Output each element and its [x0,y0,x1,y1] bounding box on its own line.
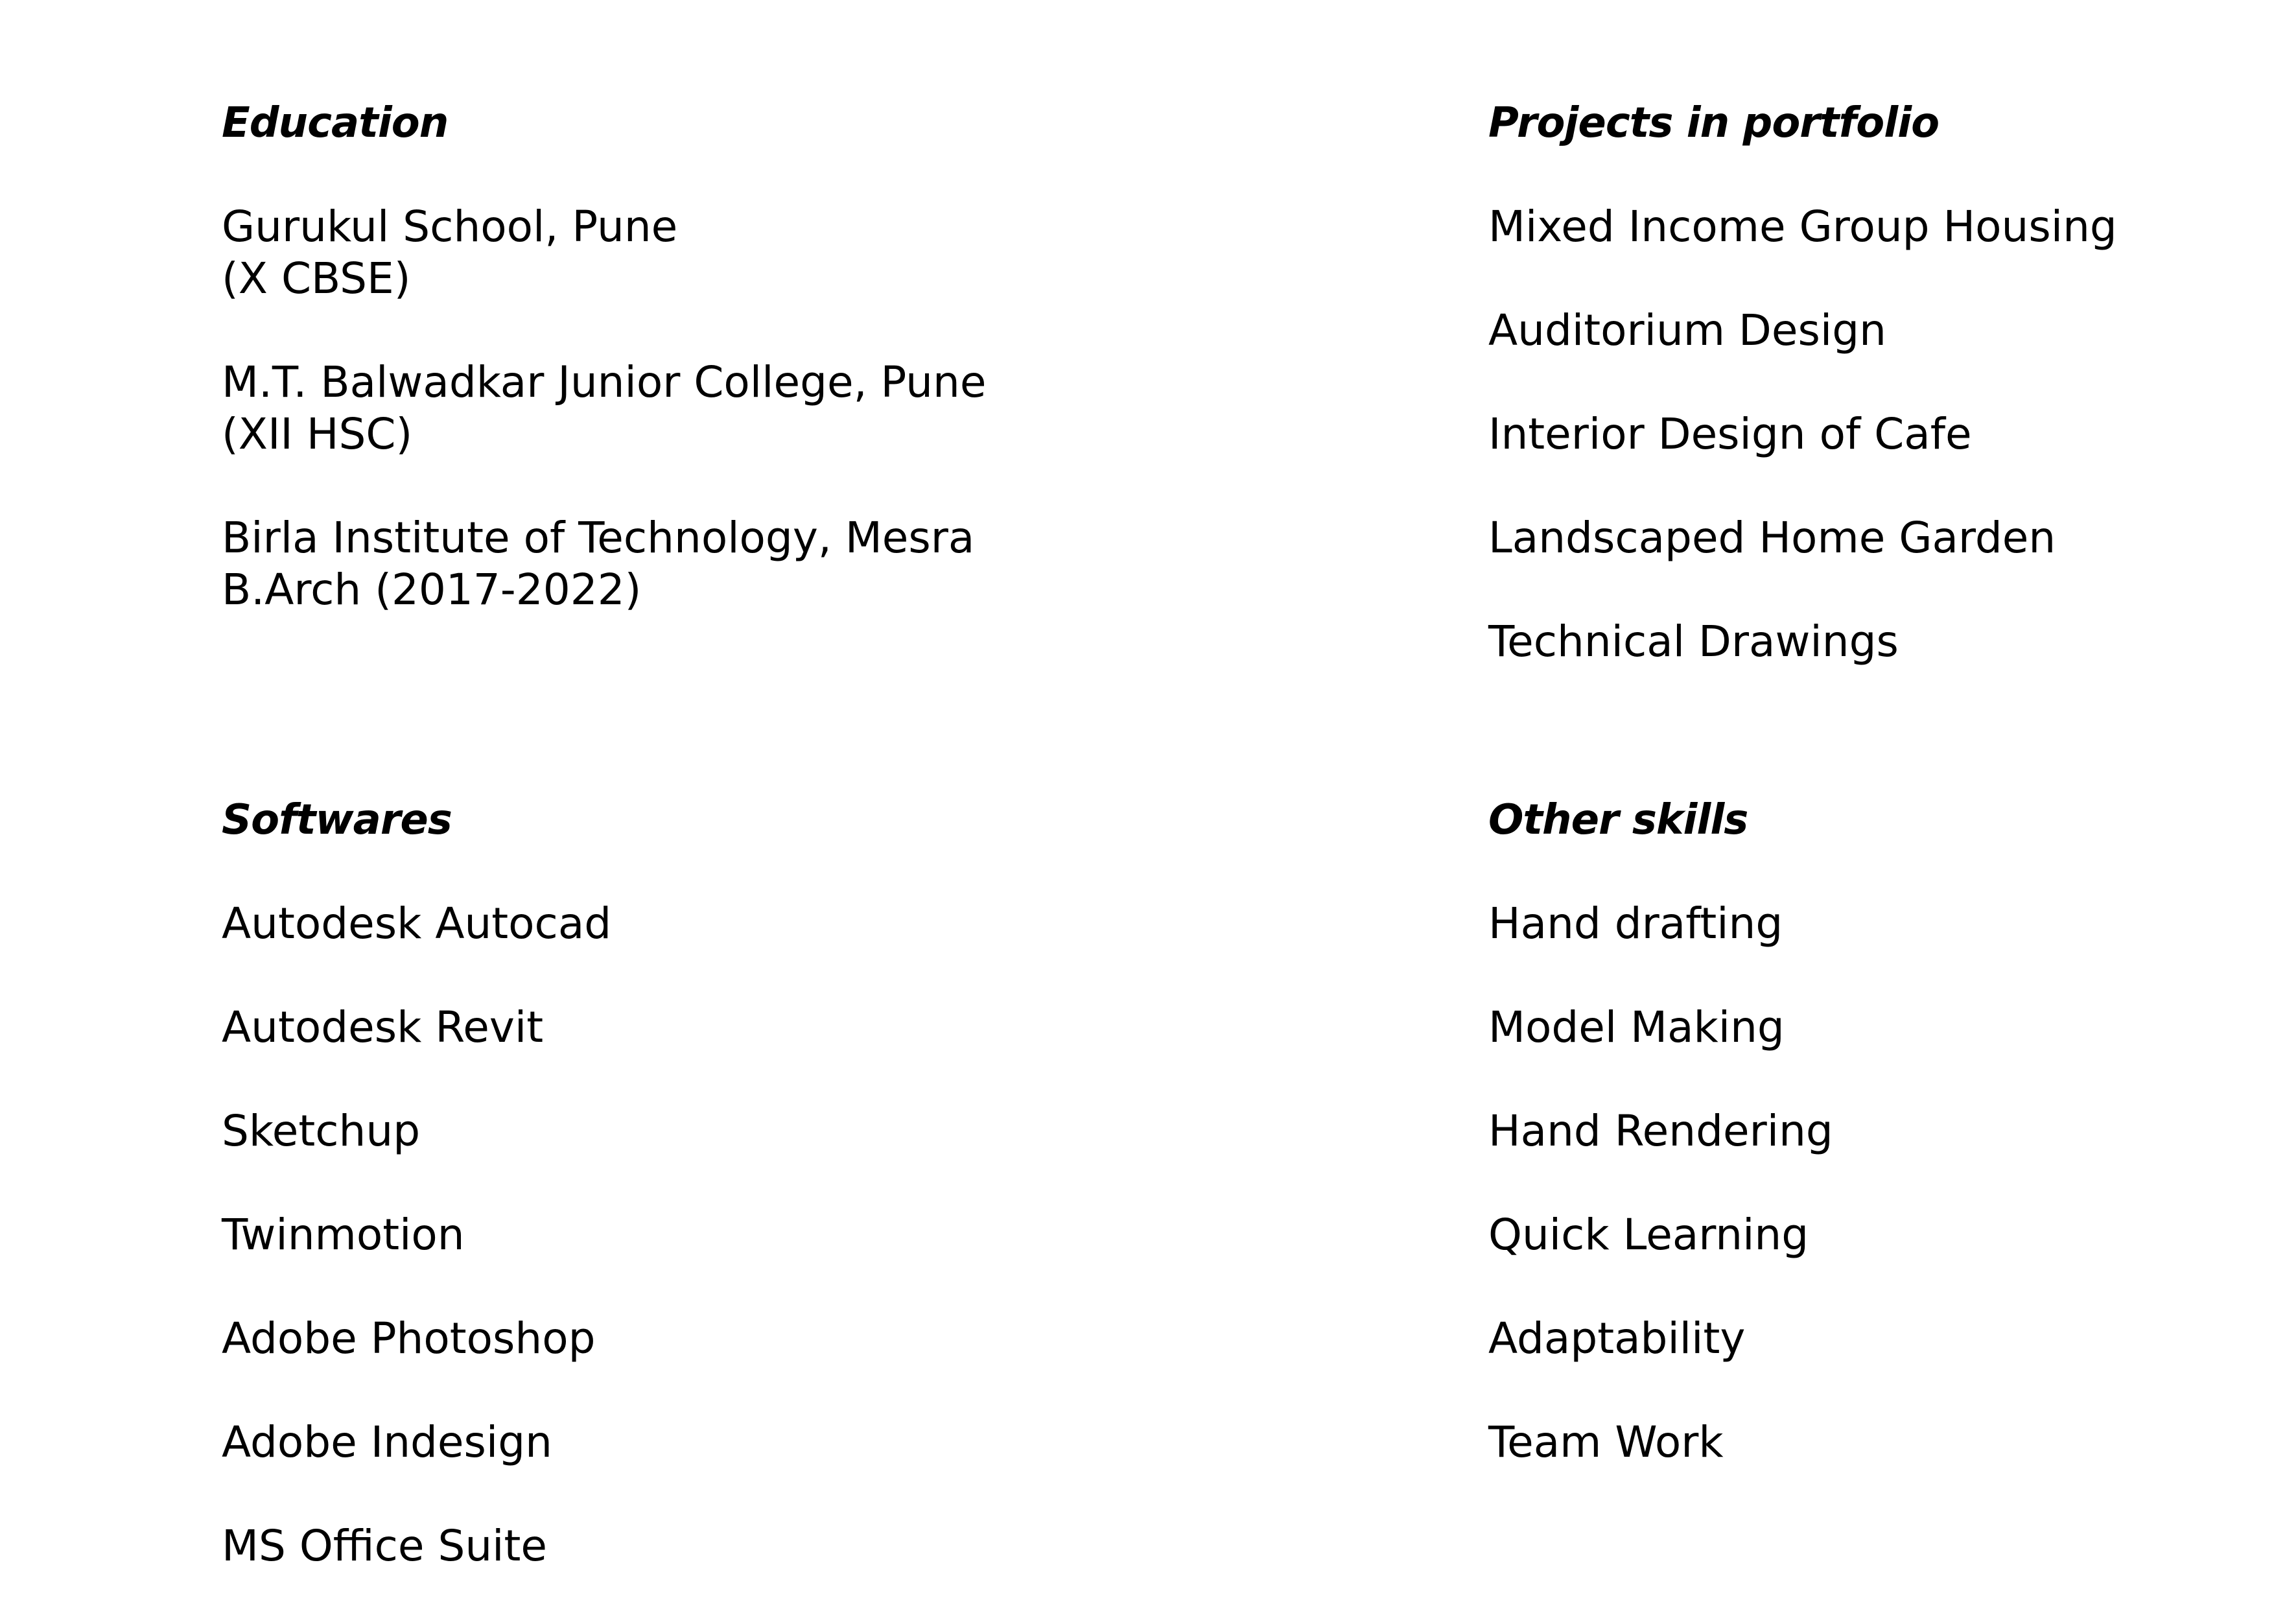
projects-heading: Projects in portfolio [1488,99,1940,147]
softwares-list [222,898,1194,1572]
education-institution: M.T. Balwadkar Junior College, Pune [222,357,987,407]
projects-section [1488,97,2234,720]
project-item: Technical Drawings [1488,617,1899,666]
education-section [222,97,1194,668]
software-item: Autodesk Revit [222,1002,544,1052]
education-qualification: (X CBSE) [222,253,411,303]
education-qualification: (XII HSC) [222,409,413,459]
education-entry [222,357,1194,460]
skill-item: Team Work [1488,1417,1724,1467]
software-item: Adobe Indesign [222,1417,552,1467]
education-institution: Birla Institute of Technology, Mesra [222,513,975,563]
software-item: MS Office Suite [222,1521,547,1571]
project-item: Auditorium Design [1488,305,1886,355]
education-entry [222,201,1194,305]
skill-item: Quick Learning [1488,1210,1809,1260]
projects-list [1488,201,2234,668]
skill-item: Adaptability [1488,1313,1746,1363]
education-entry [222,512,1194,616]
other-skills-list [1488,898,2234,1468]
skill-item: Model Making [1488,1002,1785,1052]
software-item: Twinmotion [222,1210,465,1260]
project-item: Interior Design of Cafe [1488,409,1972,459]
skill-item: Hand Rendering [1488,1106,1833,1156]
software-item: Autodesk Autocad [222,899,612,948]
software-item: Sketchup [222,1106,421,1156]
softwares-section [222,794,1194,1624]
education-heading: Education [222,99,449,147]
education-qualification: B.Arch (2017-2022) [222,565,642,615]
education-institution: Gurukul School, Pune [222,202,678,252]
softwares-heading: Softwares [222,796,452,844]
other-skills-section [1488,794,2234,1520]
other-skills-heading: Other skills [1488,796,1748,844]
software-item: Adobe Photoshop [222,1313,596,1363]
skill-item: Hand drafting [1488,899,1783,948]
project-item: Landscaped Home Garden [1488,513,2056,563]
project-item: Mixed Income Group Housing [1488,202,2117,252]
